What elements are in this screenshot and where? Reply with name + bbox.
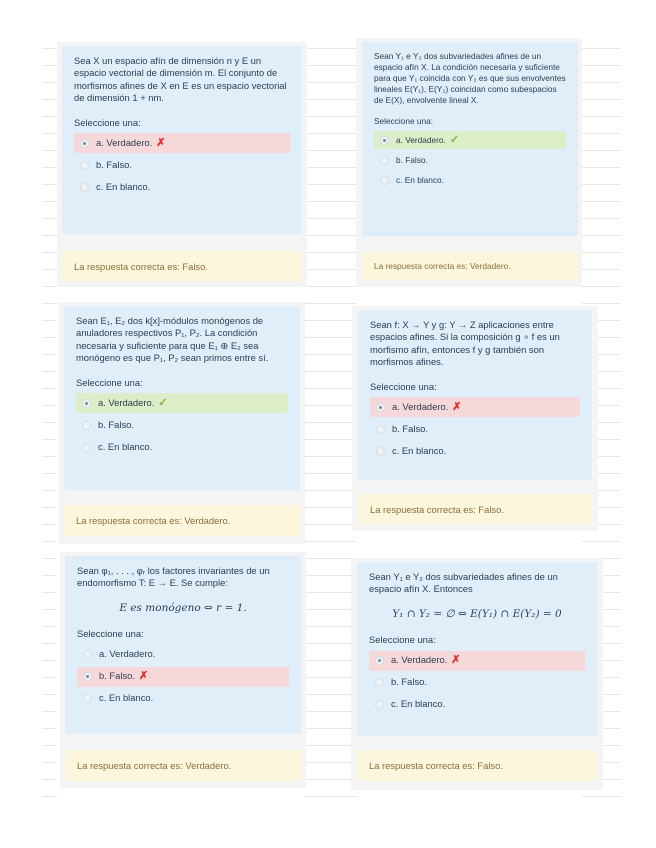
cross-icon: ✗: [451, 654, 461, 667]
ruled-line: [42, 592, 57, 593]
option-label: b. Falso.: [99, 670, 135, 682]
feedback-text: La respuesta correcta es: Falso.: [74, 260, 208, 272]
select-prompt: Seleccione una:: [77, 628, 144, 640]
ruled-line: [42, 286, 57, 287]
ruled-line: [305, 694, 356, 695]
ruled-line: [42, 762, 57, 763]
ruled-line: [42, 303, 57, 304]
ruled-line: [305, 609, 356, 610]
ruled-line: [42, 269, 57, 270]
ruled-line: [582, 286, 620, 287]
option-b[interactable]: [74, 155, 290, 175]
ruled-line: [582, 303, 620, 304]
feedback-text: La respuesta correcta es: Verdadero.: [77, 760, 232, 771]
ruled-line: [42, 422, 57, 423]
option-label: c. En blanco.: [392, 444, 447, 456]
ruled-line: [305, 65, 356, 66]
option-c[interactable]: [370, 441, 580, 461]
radio-button[interactable]: [80, 161, 89, 170]
ruled-line: [42, 609, 57, 610]
ruled-line: [42, 524, 57, 525]
ruled-line: [42, 558, 57, 559]
ruled-line: [42, 796, 57, 797]
feedback-text: La respuesta correcta es: Falso.: [370, 503, 504, 515]
ruled-line: [42, 150, 57, 151]
ruled-line: [305, 184, 356, 185]
ruled-line: [42, 626, 57, 627]
ruled-line: [42, 677, 57, 678]
ruled-line: [305, 524, 356, 525]
question-box-2: [362, 42, 578, 236]
select-prompt: Seleccione una:: [370, 380, 437, 392]
question-text: Sean E₁, E₂ dos k[x]-módulos monógenos de anuladores respectivos P₁, P₂. La condición necesaria y suficiente para que E₁ ⊕ E₂ sea monógeno es que P₁, P₂ sean primos entre sí.: [76, 315, 269, 364]
ruled-line: [582, 201, 620, 202]
option-label: c. En blanco.: [96, 180, 151, 192]
ruled-line: [42, 184, 57, 185]
ruled-line: [42, 48, 57, 49]
option-a[interactable]: [77, 645, 289, 665]
ruled-line: [305, 371, 356, 372]
ruled-line: [305, 388, 356, 389]
formula: E es monógeno ⇔ r = 1.: [119, 601, 247, 614]
ruled-line: [582, 99, 620, 100]
option-c[interactable]: [374, 171, 566, 189]
option-a[interactable]: [370, 397, 580, 417]
ruled-line: [582, 82, 620, 83]
ruled-line: [42, 99, 57, 100]
option-a[interactable]: [369, 651, 585, 671]
ruled-line: [305, 439, 356, 440]
option-c[interactable]: [77, 689, 289, 709]
ruled-line: [42, 779, 57, 780]
ruled-line: [305, 796, 356, 797]
ruled-line: [42, 354, 57, 355]
ruled-line: [582, 796, 620, 797]
option-c[interactable]: [76, 437, 288, 457]
ruled-line: [305, 660, 356, 661]
ruled-line: [42, 473, 57, 474]
ruled-line: [42, 65, 57, 66]
check-icon: ✓: [158, 396, 168, 409]
select-prompt: Seleccione una:: [374, 116, 434, 126]
option-label: c. En blanco.: [396, 174, 444, 185]
feedback-box-1: [62, 251, 302, 281]
ruled-line: [42, 218, 57, 219]
radio-button[interactable]: [83, 672, 92, 681]
ruled-line: [305, 507, 356, 508]
question-text: Sean f: X → Y y g: Y → Z aplicaciones entre espacios afines. Si la composición g ∘ f es un morfismo afín, entonces f y g también son morfismos afines.: [370, 319, 560, 368]
option-label: a. Verdadero.: [99, 648, 156, 660]
radio-button[interactable]: [376, 403, 385, 412]
ruled-line: [42, 694, 57, 695]
ruled-line: [42, 439, 57, 440]
feedback-text: La respuesta correcta es: Verdadero.: [76, 515, 231, 526]
radio-button[interactable]: [82, 443, 91, 452]
ruled-line: [42, 745, 57, 746]
radio-button[interactable]: [380, 156, 389, 165]
radio-button[interactable]: [80, 183, 89, 192]
question-box-3: [64, 306, 300, 490]
option-label: c. En blanco.: [98, 440, 153, 452]
question-box-6: [357, 562, 597, 736]
option-label: b. Falso.: [392, 422, 428, 434]
radio-button[interactable]: [375, 656, 384, 665]
ruled-line: [582, 541, 620, 542]
ruled-line: [305, 337, 356, 338]
option-label: c. En blanco.: [99, 692, 154, 704]
radio-button[interactable]: [82, 399, 91, 408]
ruled-line: [582, 116, 620, 117]
option-b[interactable]: [374, 151, 566, 169]
ruled-line: [42, 116, 57, 117]
ruled-line: [42, 235, 57, 236]
ruled-line: [42, 201, 57, 202]
ruled-line: [582, 48, 620, 49]
feedback-text: La respuesta correcta es: Verdadero.: [374, 261, 511, 271]
ruled-line: [305, 745, 356, 746]
option-a[interactable]: [76, 393, 288, 413]
ruled-line: [305, 320, 356, 321]
ruled-line: [305, 490, 356, 491]
select-prompt: Seleccione una:: [76, 376, 143, 388]
select-prompt: Seleccione una:: [74, 116, 141, 128]
option-label: b. Falso.: [98, 418, 134, 430]
ruled-line: [42, 643, 57, 644]
ruled-line: [582, 133, 620, 134]
feedback-box-5: [65, 750, 301, 781]
radio-button[interactable]: [83, 694, 92, 703]
option-label: b. Falso.: [396, 154, 428, 165]
radio-button[interactable]: [375, 678, 384, 687]
ruled-line: [305, 218, 356, 219]
ruled-line: [305, 558, 356, 559]
ruled-line: [42, 456, 57, 457]
option-b[interactable]: [370, 419, 580, 439]
ruled-line: [582, 150, 620, 151]
ruled-line: [42, 133, 57, 134]
option-c[interactable]: [74, 177, 290, 197]
ruled-line: [305, 235, 356, 236]
ruled-line: [582, 235, 620, 236]
ruled-line: [305, 728, 356, 729]
radio-button[interactable]: [83, 650, 92, 659]
ruled-line: [305, 779, 356, 780]
radio-button[interactable]: [376, 425, 385, 434]
ruled-line: [305, 643, 356, 644]
ruled-line: [42, 167, 57, 168]
question-text: Sean Y₁ e Y₂ dos subvariedades afines de un espacio afín X. Entonces: [369, 571, 558, 595]
question-box-1: [62, 46, 302, 234]
option-label: a. Verdadero.: [98, 396, 155, 408]
cross-icon: ✗: [156, 136, 166, 149]
ruled-line: [305, 354, 356, 355]
ruled-line: [42, 541, 57, 542]
ruled-line: [42, 252, 57, 253]
ruled-line: [42, 490, 57, 491]
radio-button[interactable]: [82, 421, 91, 430]
feedback-text: La respuesta correcta es: Falso.: [369, 760, 503, 771]
radio-button[interactable]: [375, 700, 384, 709]
option-a[interactable]: [374, 131, 566, 149]
ruled-line: [305, 201, 356, 202]
option-b[interactable]: [77, 667, 289, 687]
ruled-line: [305, 541, 356, 542]
ruled-line: [305, 252, 356, 253]
ruled-line: [305, 303, 356, 304]
ruled-line: [305, 133, 356, 134]
ruled-line: [42, 371, 57, 372]
ruled-line: [305, 150, 356, 151]
ruled-line: [305, 592, 356, 593]
radio-button[interactable]: [376, 447, 385, 456]
option-b[interactable]: [76, 415, 288, 435]
cross-icon: ✗: [138, 670, 149, 683]
option-label: a. Verdadero.: [392, 400, 449, 412]
radio-button[interactable]: [380, 176, 389, 185]
ruled-line: [305, 405, 356, 406]
question-box-4: [358, 310, 592, 480]
question-text: Sean Y₁ e Y₂ dos subvariedades afines de un espacio afín X. La condición necesaria y suficiente para que Y₁ coincida con Y₂ es que sus envolventes lineales E(Y₁), E(Y₂) coincidan como subespacios de E(X), envolvente lineal X.: [374, 51, 566, 105]
question-box-5: [65, 556, 301, 734]
option-label: a. Verdadero.: [96, 136, 153, 148]
radio-button[interactable]: [80, 139, 89, 148]
ruled-line: [305, 575, 356, 576]
ruled-line: [305, 626, 356, 627]
option-label: a. Verdadero.: [391, 654, 448, 666]
ruled-line: [305, 473, 356, 474]
ruled-line: [42, 728, 57, 729]
ruled-line: [42, 405, 57, 406]
ruled-line: [305, 762, 356, 763]
cross-icon: ✗: [452, 400, 462, 413]
option-label: a. Verdadero.: [396, 134, 446, 145]
ruled-line: [305, 269, 356, 270]
ruled-line: [305, 99, 356, 100]
ruled-line: [42, 337, 57, 338]
option-a[interactable]: [74, 133, 290, 153]
option-label: b. Falso.: [391, 676, 427, 688]
ruled-line: [42, 320, 57, 321]
select-prompt: Seleccione una:: [369, 634, 436, 646]
ruled-line: [42, 660, 57, 661]
feedback-box-6: [357, 750, 597, 781]
ruled-line: [305, 116, 356, 117]
ruled-line: [42, 711, 57, 712]
ruled-line: [582, 252, 620, 253]
option-label: c. En blanco.: [391, 698, 446, 710]
feedback-box-2: [362, 252, 578, 280]
feedback-box-4: [358, 494, 592, 524]
ruled-line: [305, 677, 356, 678]
ruled-line: [582, 269, 620, 270]
ruled-line: [305, 456, 356, 457]
ruled-line: [305, 82, 356, 83]
ruled-line: [305, 48, 356, 49]
option-label: b. Falso.: [96, 158, 132, 170]
radio-button[interactable]: [380, 136, 389, 145]
ruled-line: [42, 82, 57, 83]
check-icon: ✓: [449, 133, 460, 146]
question-text: Sea X un espacio afín de dimensión n y E un espacio vectorial de dimensión m. El conjunto de morfismos afines de X en E es un espacio vectorial de dimensión 1 + nm.: [74, 55, 287, 104]
ruled-line: [305, 286, 356, 287]
ruled-line: [42, 388, 57, 389]
ruled-line: [305, 711, 356, 712]
ruled-line: [582, 167, 620, 168]
ruled-line: [42, 575, 57, 576]
formula: Y₁ ∩ Y₂ = ∅ ⇔ E(Y₁) ∩ E(Y₂) = 0: [392, 607, 562, 620]
ruled-line: [42, 507, 57, 508]
ruled-line: [582, 218, 620, 219]
question-text: Sean φ₁, . . . , φᵣ los factores invariantes de un endomorfismo T: E → E. Se cumple:: [77, 565, 270, 589]
feedback-box-3: [64, 505, 300, 536]
ruled-line: [582, 65, 620, 66]
ruled-line: [305, 422, 356, 423]
ruled-line: [305, 167, 356, 168]
option-b[interactable]: [369, 673, 585, 693]
option-c[interactable]: [369, 695, 585, 715]
ruled-line: [582, 184, 620, 185]
